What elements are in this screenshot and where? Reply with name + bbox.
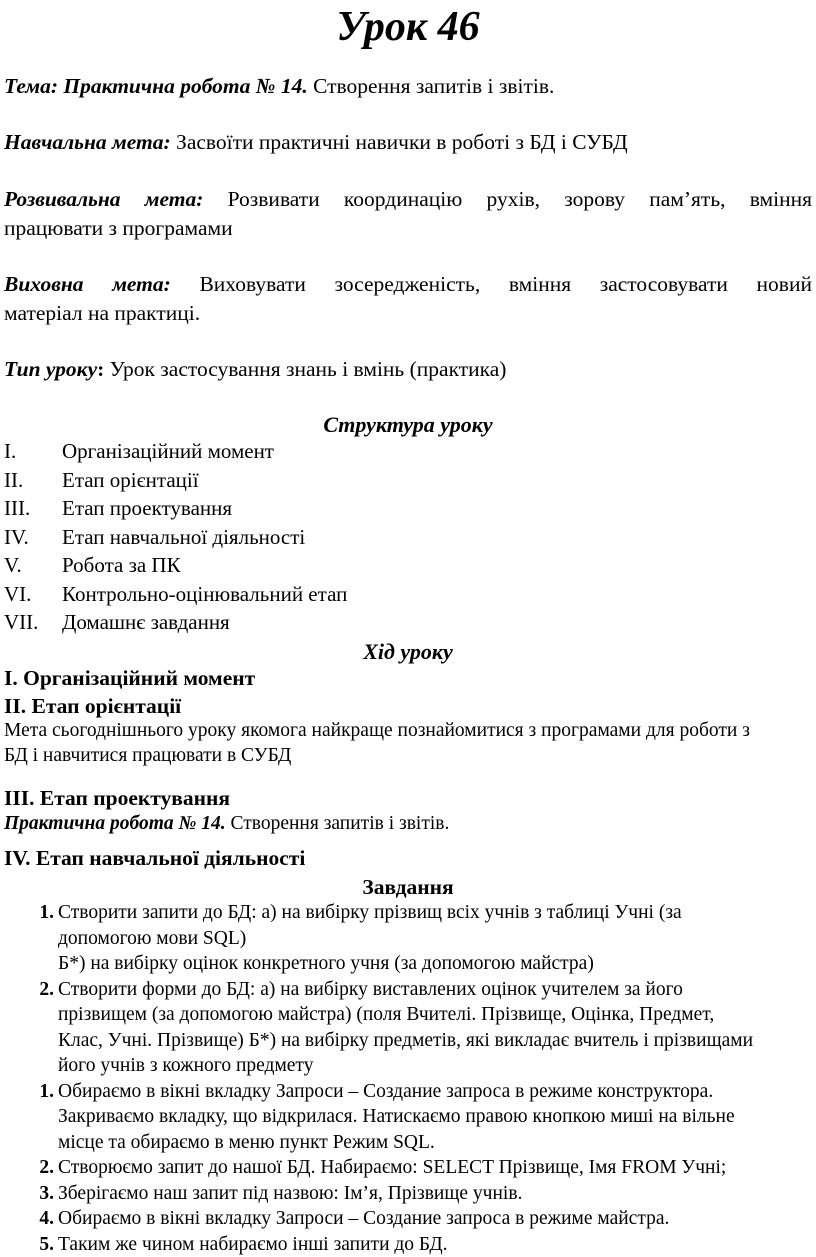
task-item xyxy=(0,977,816,1079)
educational-goal-text: Засвоїти практичні навички в роботі з БД і СУБД xyxy=(171,130,628,154)
structure-item-number: VII. xyxy=(4,608,62,637)
structure-item-number: IV. xyxy=(4,523,62,552)
task-number: 2. xyxy=(0,977,58,1079)
tasks-heading: Завдання xyxy=(0,874,816,900)
structure-item xyxy=(4,523,347,552)
upbringing-goal-line2: матеріал на практиці. xyxy=(4,299,812,328)
task-number: 1. xyxy=(0,1079,58,1156)
structure-item xyxy=(4,494,347,523)
task-text-line: його учнів з кожного предмету xyxy=(58,1053,808,1079)
task-text-line: Обираємо в вікні вкладку Запроси – Создание запроса в режиме майстра. xyxy=(58,1206,808,1232)
task-text-line: Створити запити до БД: а) на вибірку прізвищ всіх учнів з таблиці Учні (за xyxy=(58,900,808,926)
structure-item xyxy=(4,551,347,580)
structure-item-text: Етап навчальної діяльності xyxy=(62,523,305,552)
orientation-text-line1: Мета сьогоднішнього уроку якомога найкраще познайомитися з програмами для роботи з xyxy=(4,717,812,744)
task-item xyxy=(0,1232,816,1257)
structure-item xyxy=(4,608,347,637)
task-list xyxy=(0,900,816,1257)
practical-work-label: Практична робота № 14. xyxy=(4,813,226,834)
structure-item-text: Робота за ПК xyxy=(62,551,181,580)
task-item xyxy=(0,1181,816,1207)
structure-item-number: III. xyxy=(4,494,62,523)
lesson-progress-heading: Хід уроку xyxy=(0,637,816,666)
upbringing-goal-line1 xyxy=(4,270,812,299)
section-orientation: II. Етап орієнтації xyxy=(4,693,181,719)
task-text-line: Б*) на вибірку оцінок конкретного учня (за допомогою майстра) xyxy=(58,951,808,977)
task-text xyxy=(58,977,816,1079)
task-text-line: місце та обираємо в меню пункт Режим SQL. xyxy=(58,1130,808,1156)
task-text xyxy=(58,1232,816,1257)
structure-item-number: V. xyxy=(4,551,62,580)
section-design: III. Етап проектування xyxy=(4,785,230,811)
task-item xyxy=(0,1079,816,1156)
task-text xyxy=(58,1155,816,1181)
developmental-goal-line2: працювати з програмами xyxy=(4,214,812,243)
task-number: 2. xyxy=(0,1155,58,1181)
task-text-line: Створити форми до БД: а) на вибірку виставлених оцінок учителем за його xyxy=(58,977,808,1003)
task-text-line: Клас, Учні. Прізвище) Б*) на вибірку предметів, які викладає вчитель і прізвищами xyxy=(58,1028,808,1054)
lesson-type-line xyxy=(4,355,812,384)
task-item xyxy=(0,900,816,977)
developmental-goal-text1: Розвивати координацію рухів, зорову пам’ять, вміння xyxy=(203,187,812,211)
structure-item xyxy=(4,580,347,609)
structure-item-text: Етап орієнтації xyxy=(62,466,199,495)
structure-item xyxy=(4,437,347,466)
structure-item xyxy=(4,466,347,495)
task-item xyxy=(0,1155,816,1181)
structure-heading: Структура уроку xyxy=(0,410,816,439)
lesson-type-label: Тип уроку xyxy=(4,357,97,381)
section-organizational: I. Організаційний момент xyxy=(4,665,255,691)
practical-work-text: Створення запитів і звітів. xyxy=(226,813,450,834)
task-text xyxy=(58,900,816,977)
section-learning-activity: IV. Етап навчальної діяльності xyxy=(4,845,305,871)
structure-item-number: VI. xyxy=(4,580,62,609)
task-text-line: Таким же чином набираємо інші запити до БД. xyxy=(58,1232,808,1257)
task-item xyxy=(0,1206,816,1232)
topic-label: Тема: Практична робота № 14. xyxy=(4,74,308,98)
task-text-line: прізвищем (за допомогою майстра) (поля Вчителі. Прізвище, Оцінка, Предмет, xyxy=(58,1002,808,1028)
developmental-goal-line1 xyxy=(4,185,812,214)
structure-item-text: Етап проектування xyxy=(62,494,232,523)
structure-item-number: II. xyxy=(4,466,62,495)
structure-item-text: Організаційний момент xyxy=(62,437,274,466)
task-text xyxy=(58,1206,816,1232)
task-number: 3. xyxy=(0,1181,58,1207)
task-number: 1. xyxy=(0,900,58,977)
upbringing-goal-label: Виховна мета: xyxy=(4,272,171,296)
task-number: 5. xyxy=(0,1232,58,1257)
topic-line xyxy=(4,72,812,101)
structure-list xyxy=(4,437,347,637)
task-number: 4. xyxy=(0,1206,58,1232)
upbringing-goal-text1: Виховувати зосередженість, вміння застосовувати новий xyxy=(171,272,812,296)
structure-item-number: I. xyxy=(4,437,62,466)
task-text-line: Закриваємо вкладку, що відкрилася. Натискаємо правою кнопкою миші на вільне xyxy=(58,1104,808,1130)
educational-goal-line xyxy=(4,128,812,157)
topic-text: Створення запитів і звітів. xyxy=(308,74,555,98)
lesson-type-colon: : xyxy=(97,357,104,381)
task-text xyxy=(58,1181,816,1207)
structure-item-text: Домашнє завдання xyxy=(62,608,230,637)
task-text-line: Обираємо в вікні вкладку Запроси – Создание запроса в режиме конструктора. xyxy=(58,1079,808,1105)
structure-item-text: Контрольно-оцінювальний етап xyxy=(62,580,347,609)
lesson-title: Урок 46 xyxy=(0,4,816,50)
task-text-line: допомогою мови SQL) xyxy=(58,926,808,952)
task-text-line: Створюємо запит до нашої БД. Набираємо: SELECT Прізвище, Імя FROM Учні; xyxy=(58,1155,808,1181)
practical-work-line xyxy=(4,810,812,837)
lesson-type-text: Урок застосування знань і вмінь (практика) xyxy=(104,357,506,381)
orientation-text-line2: БД і навчитися працювати в СУБД xyxy=(4,742,812,769)
developmental-goal-label: Розвивальна мета: xyxy=(4,187,203,211)
task-text-line: Зберігаємо наш запит під назвою: Ім’я, Прізвище учнів. xyxy=(58,1181,808,1207)
task-text xyxy=(58,1079,816,1156)
educational-goal-label: Навчальна мета: xyxy=(4,130,171,154)
